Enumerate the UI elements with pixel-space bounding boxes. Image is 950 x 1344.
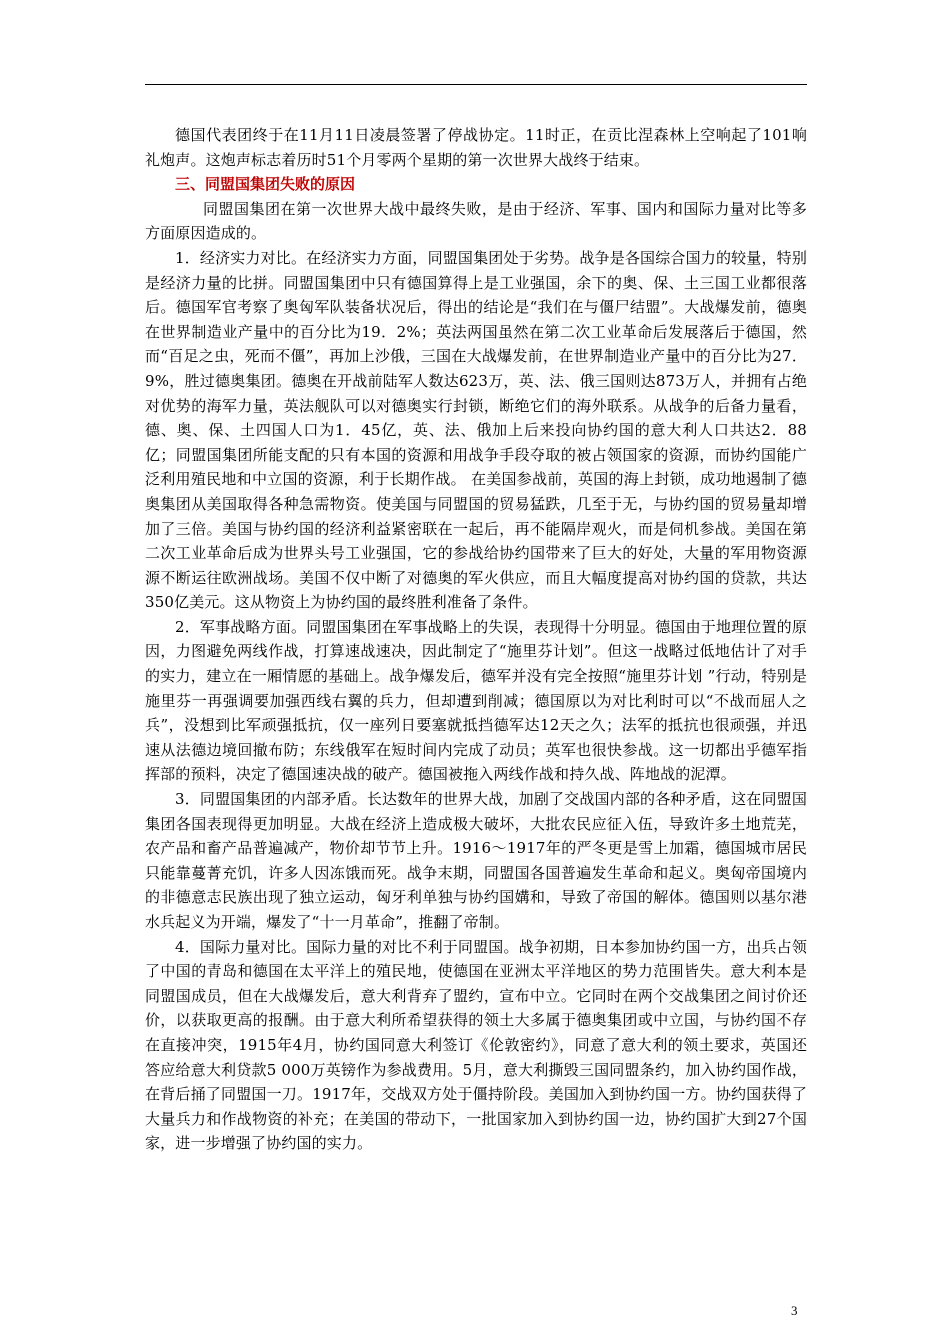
- page-number: 3: [791, 1303, 798, 1318]
- paragraph-internal: 3．同盟国集团的内部矛盾。长达数年的世界大战，加剧了交战国内部的各种矛盾，这在同盟国集团各国表现得更加明显。大战在经济上造成极大破坏，大批农民应征入伍，导致许多土地荒芜，农产品和畜产品普遍减产，物价却节节上升。1916～1917年的严冬更是雪上加霜，德国城市居民只能靠蔓菁充饥，许多人因冻饿而死。战争末期，同盟国各国普遍发生革命和起义。奥匈帝国境内的非德意志民族出现了独立运动，匈牙利单独与协约国媾和，导致了帝国的解体。德国则以基尔港水兵起义为开端，爆发了“十一月革命”，推翻了帝制。: [145, 790, 807, 931]
- header-rule: [145, 84, 807, 85]
- paragraph-international: 4．国际力量对比。国际力量的对比不利于同盟国。战争初期，日本参加协约国一方，出兵占领了中国的青岛和德国在太平洋上的殖民地，使德国在亚洲太平洋地区的势力范围皆失。意大利本是同盟国成员，但在大战爆发后，意大利背弃了盟约，宣布中立。它同时在两个交战集团之间讨价还价，以获取更高的报酬。由于意大利所希望获得的领土大多属于德奥集团或中立国，与协约国不存在直接冲突，1915年4月，协约国同意大利签订《伦敦密约》，同意了意大利的领土要求，英国还答应给意大利贷款5 000万英镑作为参战费用。5月，意大利撕毁三国同盟条约，加入协约国作战，在背后捅了同盟国一刀。1917年，交战双方处于僵持阶段。美国加入到协约国一方。协约国获得了大量兵力和作战物资的补充；在美国的带动下，一批国家加入到协约国一边，协约国扩大到27个国家，进一步增强了协约国的实力。: [145, 937, 807, 1153]
- paragraph-military: 2．军事战略方面。同盟国集团在军事战略上的失误，表现得十分明显。德国由于地理位置的原因，力图避免两线作战，打算速战速决，因此制定了“施里芬计划”。但这一战略过低地估计了对手的实力，建立在一厢情愿的基础上。战争爆发后，德军并没有完全按照“施里芬计划 ”行动，特别是施里芬一再强调要加强西线右翼的兵力，但却遭到削减；德国原以为对比利时可以“不战而屈人之兵”，没想到比军顽强抵抗，仅一座列日要塞就抵挡德军达12天之久；法军的抵抗也很顽强，并迅速从法德边境回撤布防；东线俄军在短时间内完成了动员；英军也很快参战。这一切都出乎德军指挥部的预料，决定了德国速决战的破产。德国被拖入两线作战和持久战、阵地战的泥潭。: [145, 617, 807, 784]
- document-body: [145, 123, 807, 1156]
- paragraph-economic: 1．经济实力对比。在经济实力方面，同盟国集团处于劣势。战争是各国综合国力的较量，特别是经济力量的比拼。同盟国集团中只有德国算得上是工业强国，余下的奥、保、土三国工业都很落后。德国军官考察了奥匈军队装备状况后，得出的结论是“我们在与僵尸结盟”。大战爆发前，德奥在世界制造业产量中的百分比为19．2%；英法两国虽然在第二次工业革命后发展落后于德国，然而“百足之虫，死而不僵”，再加上沙俄，三国在大战爆发前，在世界制造业产量中的百分比为27．9%，胜过德奥集团。德奥在开战前陆军人数达623万，英、法、俄三国则达873万人，并拥有占绝对优势的海军力量，英法舰队可以对德奥实行封锁，断绝它们的海外联系。从战争的后备力量看，德、奥、保、土四国人口为1．45亿，英、法、俄加上后来投向协约国的意大利人口共达2．88亿；同盟国集团所能支配的只有本国的资源和用战争手段夺取的被占领国家的资源，而协约国能广泛利用殖民地和中立国的资源，利于长期作战。 在美国参战前，英国的海上封锁，成功地遏制了德奥集团从美国取得各种急需物资。使美国与同盟国的贸易猛跌，几至于无，与协约国的贸易量却增加了三倍。美国与协约国的经济利益紧密联在一起后，再不能隔岸观火，而是伺机参战。美国在第二次工业革命后成为世界头号工业强国，它的参战给协约国带来了巨大的好处，大量的军用物资源源不断运往欧洲战场。美国不仅中断了对德奥的军火供应，而且大幅度提高对协约国的贷款，共达350亿美元。这从物资上为协约国的最终胜利准备了条件。: [145, 248, 807, 612]
- paragraph-intro: 同盟国集团在第一次世界大战中最终失败，是由于经济、军事、国内和国际力量对比等多方面原因造成的。: [145, 199, 807, 243]
- section-heading: 三、同盟国集团失败的原因: [175, 175, 356, 194]
- paragraph-armistice: 德国代表团终于在11月11日凌晨签署了停战协定。11时正，在贡比涅森林上空响起了101响礼炮声。这炮声标志着历时51个月零两个星期的第一次世界大战终于结束。: [145, 126, 807, 169]
